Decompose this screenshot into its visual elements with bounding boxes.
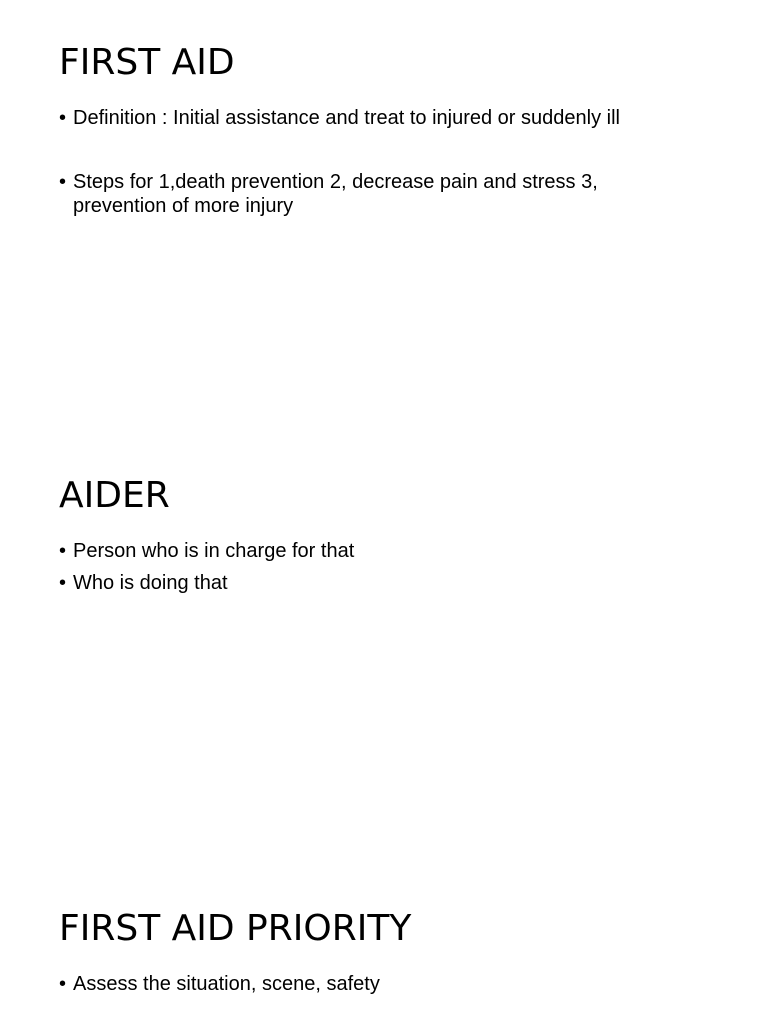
bullet-text: Person who is in charge for that — [73, 540, 355, 562]
section-first-aid — [59, 40, 748, 226]
bullet-item — [59, 106, 748, 130]
bullet-item — [59, 170, 748, 218]
bullet-dot: • — [59, 171, 67, 193]
bullet-list — [59, 972, 748, 996]
bullet-item — [59, 972, 748, 996]
section-aider — [59, 473, 748, 603]
section-heading: FIRST AID PRIORITY — [59, 908, 412, 949]
bullet-item — [59, 571, 748, 595]
section-first-aid-priority — [59, 906, 748, 1004]
bullet-text: Assess the situation, scene, safety — [73, 973, 380, 995]
bullet-text: Steps for 1,death prevention 2, decrease pain and stress 3, — [73, 171, 598, 193]
bullet-item — [59, 539, 748, 563]
bullet-text: Who is doing that — [73, 572, 228, 594]
section-heading: FIRST AID — [59, 42, 235, 83]
bullet-text: prevention of more injury — [73, 195, 294, 217]
bullet-list — [59, 106, 748, 218]
bullet-dot: • — [59, 540, 67, 562]
bullet-dot: • — [59, 107, 67, 129]
bullet-dot: • — [59, 572, 67, 594]
section-heading: AIDER — [59, 475, 170, 516]
bullet-text: Definition : Initial assistance and treat to injured or suddenly ill — [73, 107, 620, 129]
bullet-list — [59, 539, 748, 595]
bullet-dot: • — [59, 973, 67, 995]
